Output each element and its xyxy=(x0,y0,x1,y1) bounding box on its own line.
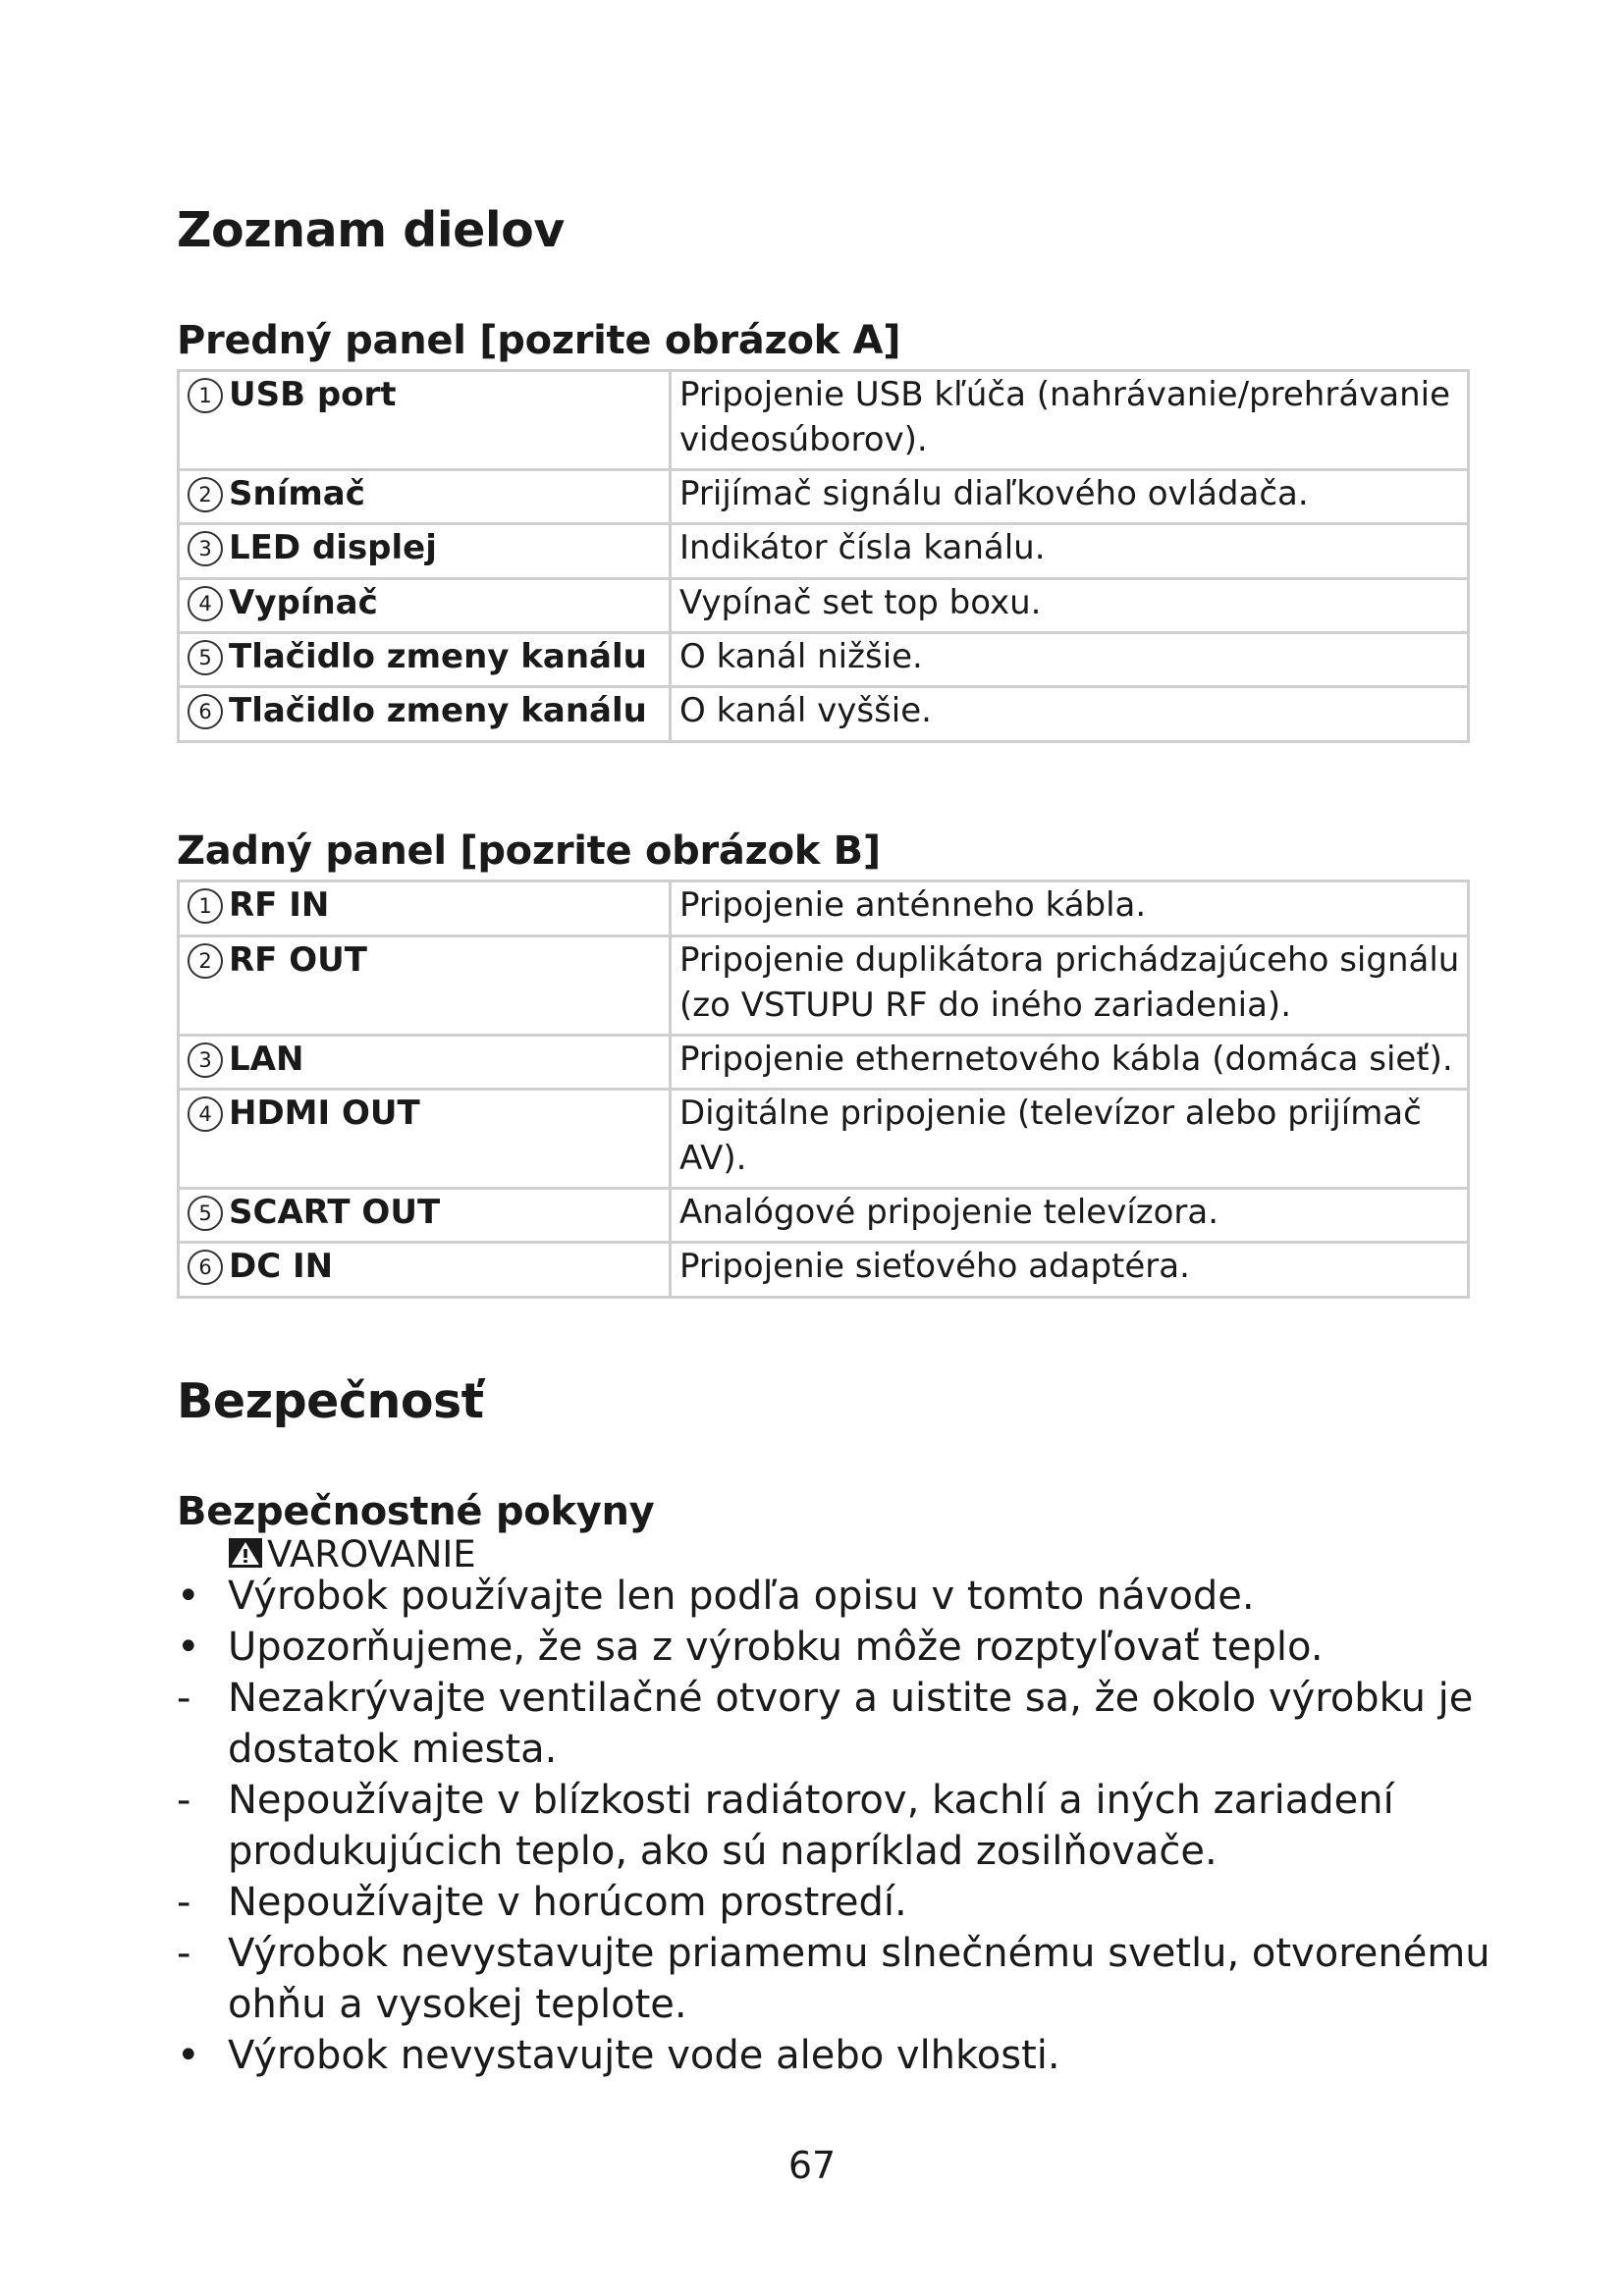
list-item-text-continued: produkujúcich teplo, ako sú napríklad zosilňovače. xyxy=(228,1829,1218,1874)
list-item-text: Nepoužívajte v blízkosti radiátorov, kachlí a iných zariadení xyxy=(228,1778,1394,1823)
front-panel-heading: Predný panel [pozrite obrázok A] xyxy=(177,318,901,363)
table-row xyxy=(179,1189,1469,1243)
warning-label: VAROVANIE xyxy=(267,1533,476,1575)
list-marker: - xyxy=(177,1676,191,1721)
list-item-text: Výrobok nevystavujte priamemu slnečnému svetlu, otvorenému xyxy=(228,1931,1490,1976)
list-marker: - xyxy=(177,1931,191,1976)
rear-panel-table xyxy=(177,880,1470,1299)
list-marker: - xyxy=(177,1778,191,1823)
part-label-cell xyxy=(179,579,671,633)
section-title-parts-list: Zoznam dielov xyxy=(177,202,565,258)
part-description: Pripojenie USB kľúča (nahrávanie/prehrávanie xyxy=(679,375,1451,414)
item-number: 6 xyxy=(188,1250,223,1285)
item-number: 6 xyxy=(188,694,223,729)
table-row xyxy=(179,633,1469,687)
list-item-text: Nepoužívajte v horúcom prostredí. xyxy=(228,1880,907,1925)
part-term: Vypínač xyxy=(229,583,378,622)
part-label-cell xyxy=(179,936,671,1036)
part-term: LED displej xyxy=(229,528,437,567)
part-description-continued: (zo VSTUPU RF do iného zariadenia). xyxy=(679,986,1292,1025)
part-description-cell xyxy=(671,1090,1469,1189)
list-item-text: Upozorňujeme, že sa z výrobku môže rozptyľovať teplo. xyxy=(228,1625,1324,1670)
part-description-cell xyxy=(671,687,1469,742)
part-description: Digitálne pripojenie (televízor alebo prijímač xyxy=(679,1094,1422,1133)
part-description: Pripojenie anténneho kábla. xyxy=(679,885,1147,925)
part-description-cell xyxy=(671,524,1469,579)
part-label-cell xyxy=(179,687,671,742)
part-term: Tlačidlo zmeny kanálu xyxy=(229,691,647,730)
part-description-cell xyxy=(671,633,1469,687)
item-number: 5 xyxy=(188,640,223,675)
part-description-cell xyxy=(671,936,1469,1036)
part-term: RF IN xyxy=(229,885,330,925)
warning-triangle-icon xyxy=(228,1537,263,1569)
list-marker: • xyxy=(177,1574,200,1619)
table-row xyxy=(179,371,1469,470)
part-term: HDMI OUT xyxy=(229,1094,420,1133)
list-item xyxy=(177,1775,1492,1877)
part-description-cell xyxy=(671,1036,1469,1090)
table-row xyxy=(179,881,1469,936)
item-number: 2 xyxy=(188,943,223,979)
part-label-cell xyxy=(179,881,671,936)
part-label-cell xyxy=(179,371,671,470)
part-term: Tlačidlo zmeny kanálu xyxy=(229,637,647,676)
table-row xyxy=(179,470,1469,524)
item-number: 4 xyxy=(188,1096,223,1132)
list-marker: • xyxy=(177,1625,200,1670)
list-marker: - xyxy=(177,1880,191,1925)
list-item xyxy=(177,1877,1492,1928)
part-description-cell xyxy=(671,470,1469,524)
rear-panel-heading: Zadný panel [pozrite obrázok B] xyxy=(177,828,881,874)
part-description-cell xyxy=(671,371,1469,470)
part-description: O kanál nižšie. xyxy=(679,637,923,676)
part-description: Indikátor čísla kanálu. xyxy=(679,528,1046,567)
table-row xyxy=(179,524,1469,579)
part-description-cell xyxy=(671,881,1469,936)
section-title-safety: Bezpečnosť xyxy=(177,1373,484,1429)
part-label-cell xyxy=(179,1036,671,1090)
list-item xyxy=(177,1928,1492,2030)
part-description-cell xyxy=(671,1243,1469,1298)
list-item-text: Nezakrývajte ventilačné otvory a uistite sa, že okolo výrobku je xyxy=(228,1676,1474,1721)
list-item-text: Výrobok používajte len podľa opisu v tomto návode. xyxy=(228,1574,1255,1619)
part-label-cell xyxy=(179,633,671,687)
part-description-continued: videosúborov). xyxy=(679,420,928,459)
item-number: 4 xyxy=(188,586,223,621)
list-marker: • xyxy=(177,2033,200,2078)
part-description-cell xyxy=(671,1189,1469,1243)
part-description: Pripojenie sieťového adaptéra. xyxy=(679,1247,1190,1286)
part-term: RF OUT xyxy=(229,940,367,980)
part-label-cell xyxy=(179,470,671,524)
part-description: Prijímač signálu diaľkového ovládača. xyxy=(679,474,1309,513)
item-number: 2 xyxy=(188,477,223,512)
part-term: SCART OUT xyxy=(229,1193,441,1232)
safety-list xyxy=(177,1571,1492,2081)
item-number: 3 xyxy=(188,1042,223,1078)
part-description-cell xyxy=(671,579,1469,633)
part-label-cell xyxy=(179,1243,671,1298)
list-item-text: Výrobok nevystavujte vode alebo vlhkosti. xyxy=(228,2033,1060,2078)
part-term: USB port xyxy=(229,375,397,414)
table-row xyxy=(179,1036,1469,1090)
part-description: Pripojenie ethernetového kábla (domáca sieť). xyxy=(679,1040,1453,1079)
item-number: 1 xyxy=(188,378,223,413)
part-label-cell xyxy=(179,1090,671,1189)
item-number: 5 xyxy=(188,1196,223,1231)
table-row xyxy=(179,1090,1469,1189)
table-row xyxy=(179,936,1469,1036)
safety-instructions-heading: Bezpečnostné pokyny xyxy=(177,1489,655,1534)
item-number: 3 xyxy=(188,531,223,566)
list-item xyxy=(177,1622,1492,1673)
part-term: Snímač xyxy=(229,474,365,513)
list-item-text-continued: ohňu a vysokej teplote. xyxy=(228,1982,687,2027)
part-term: LAN xyxy=(229,1040,304,1079)
part-description: Vypínač set top boxu. xyxy=(679,583,1042,622)
list-item-text-continued: dostatok miesta. xyxy=(228,1727,558,1772)
table-row xyxy=(179,1243,1469,1298)
list-item xyxy=(177,1673,1492,1775)
page-number: 67 xyxy=(787,2144,837,2187)
part-description: Analógové pripojenie televízora. xyxy=(679,1193,1219,1232)
item-number: 1 xyxy=(188,888,223,924)
front-panel-table xyxy=(177,369,1470,743)
part-label-cell xyxy=(179,524,671,579)
part-label-cell xyxy=(179,1189,671,1243)
list-item xyxy=(177,1571,1492,1622)
part-description: Pripojenie duplikátora prichádzajúceho signálu xyxy=(679,940,1460,980)
table-row xyxy=(179,687,1469,742)
part-description-continued: AV). xyxy=(679,1139,747,1178)
list-item xyxy=(177,2030,1492,2081)
part-description: O kanál vyššie. xyxy=(679,691,932,730)
table-row xyxy=(179,579,1469,633)
part-term: DC IN xyxy=(229,1247,334,1286)
